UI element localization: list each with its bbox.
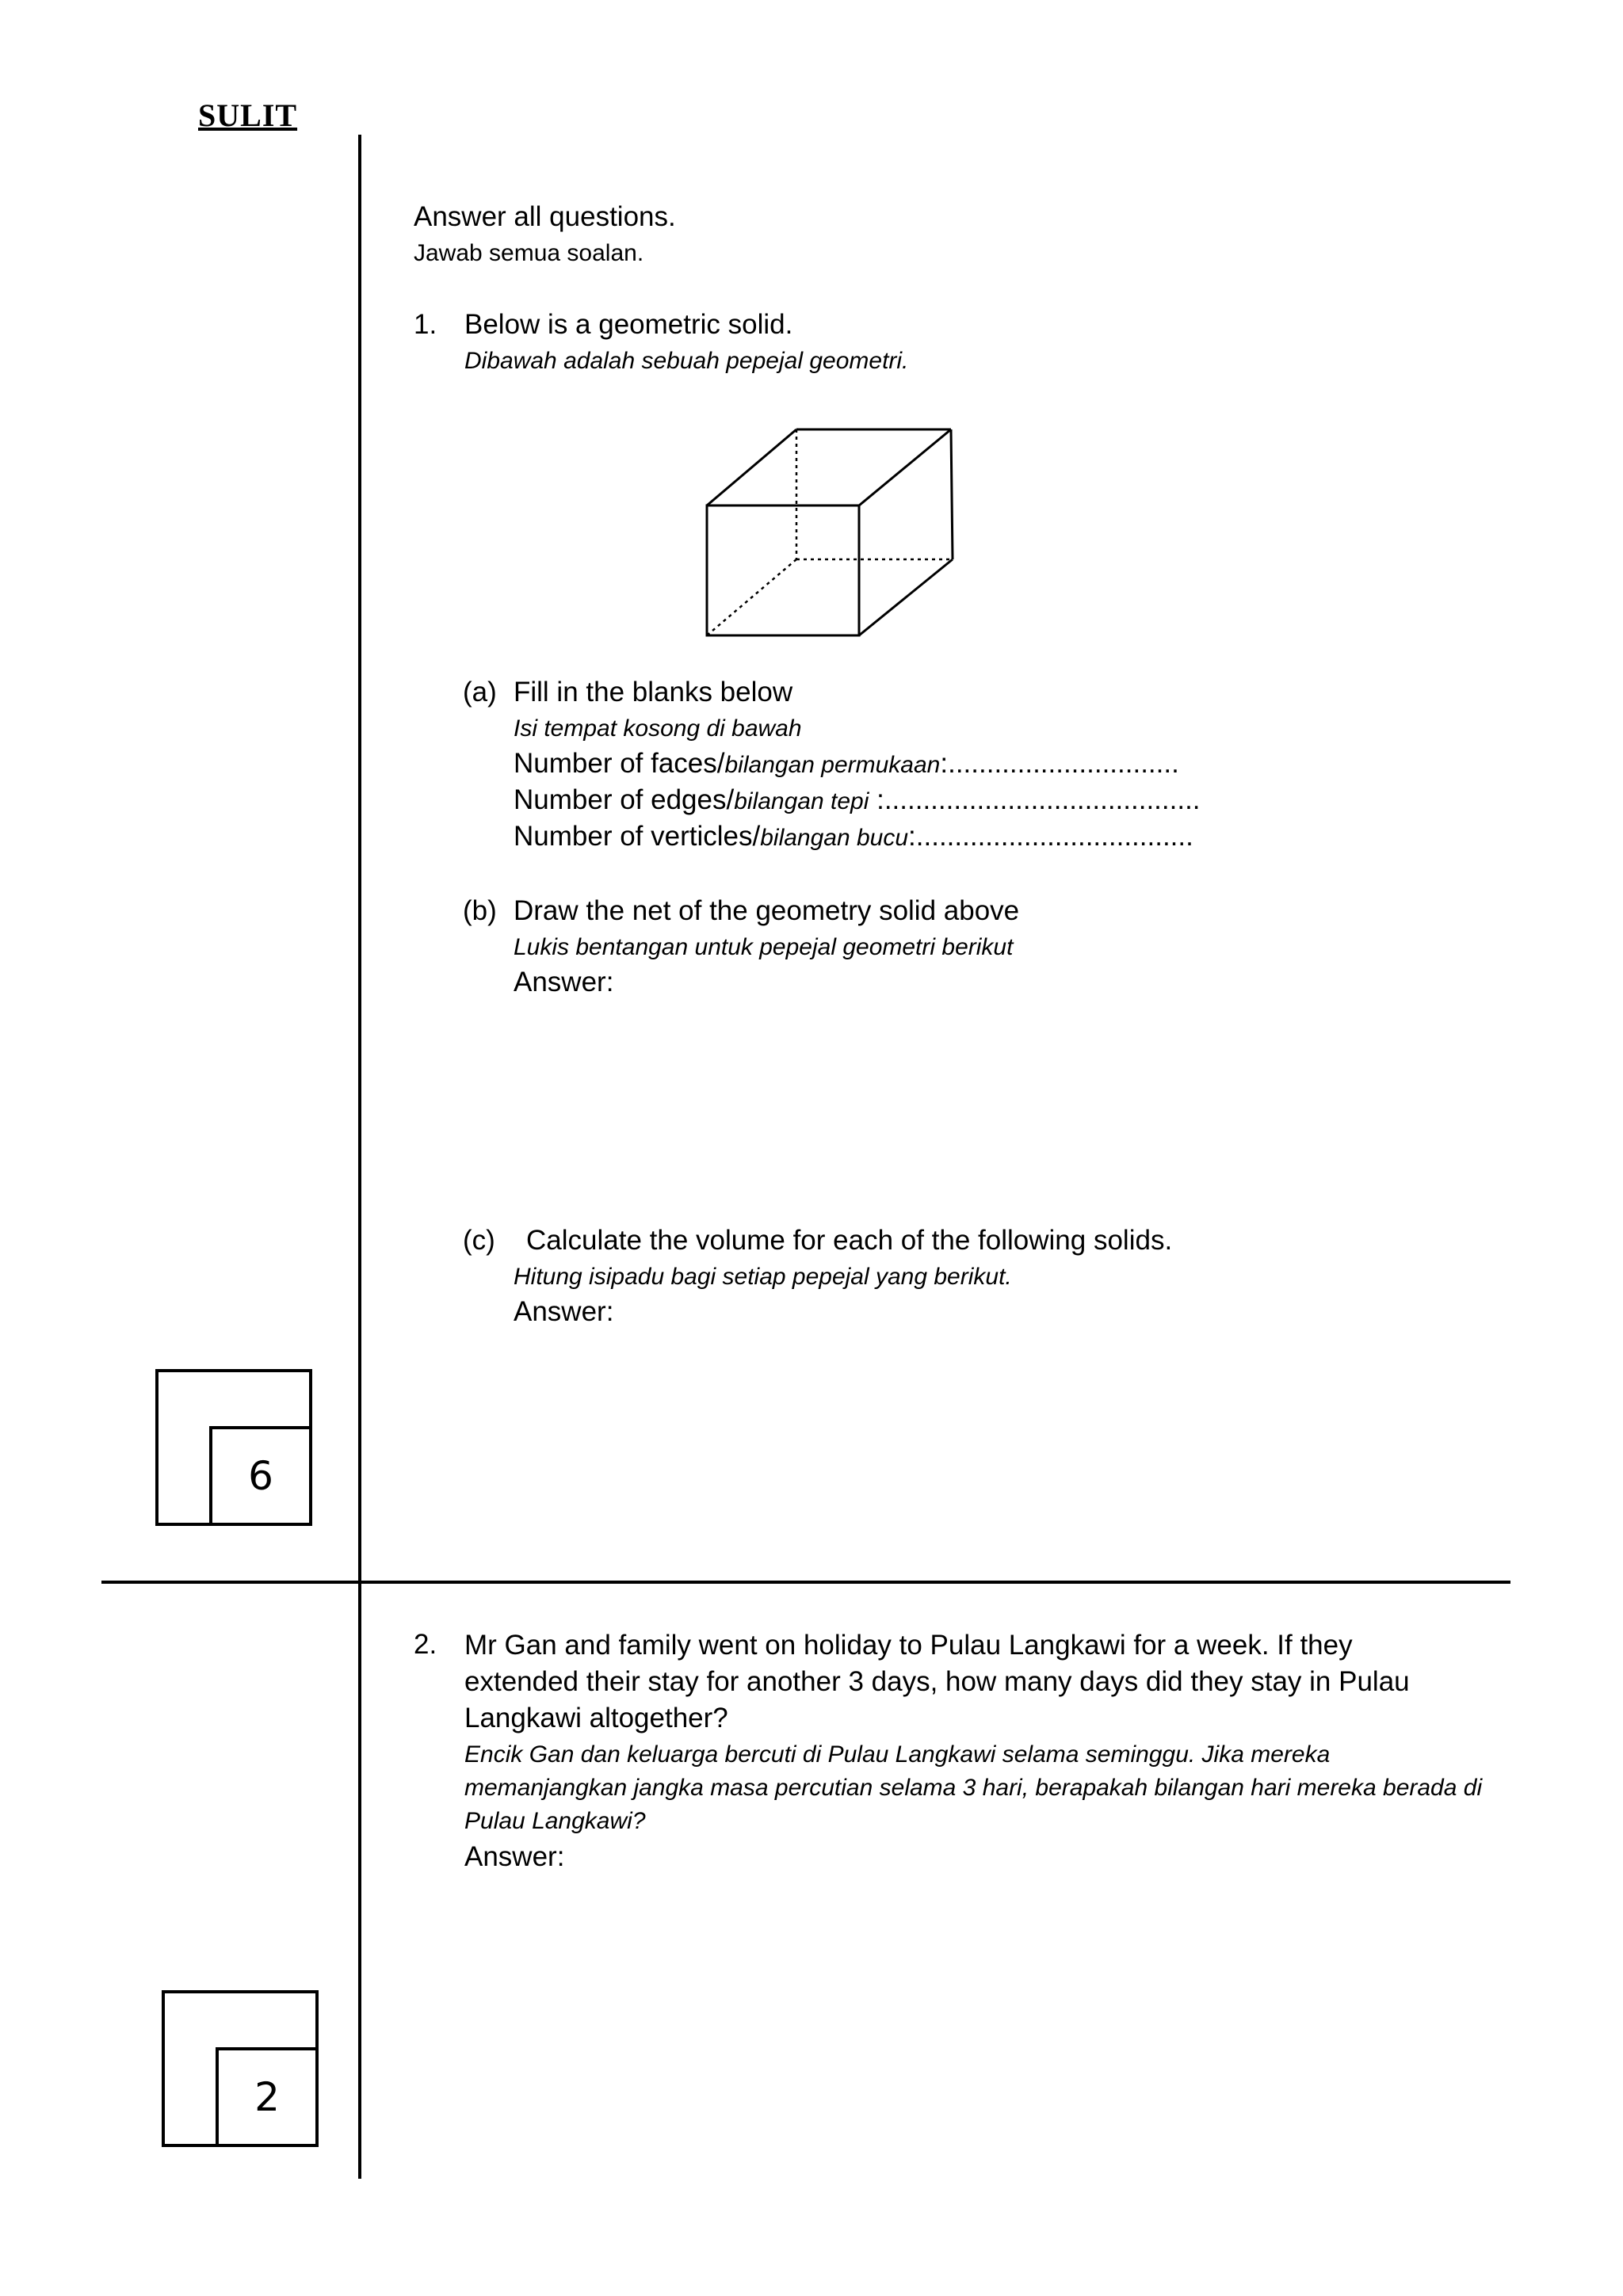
edges-label: Number of edges/ — [514, 784, 735, 815]
q2-marks-value: 2 — [216, 2047, 319, 2147]
vertices-label: Number of verticles/ — [514, 821, 761, 852]
q1b-label: (b) — [463, 895, 497, 926]
q1c-text-english: Calculate the volume for each of the following solids. — [526, 1225, 1173, 1256]
q1b-text-malay: Lukis bentangan untuk pepejal geometri berikut — [514, 934, 1014, 960]
q1b-answer-label: Answer: — [514, 967, 614, 997]
question-horizontal-divider — [101, 1581, 1510, 1584]
q1-marks-box — [155, 1369, 312, 1526]
q1a-edges-line — [514, 783, 1201, 819]
q1-number: 1. — [414, 309, 437, 340]
q1c-text-malay: Hitung isipadu bagi setiap pepejal yang berikut. — [514, 1264, 1012, 1290]
q2-number: 2. — [414, 1629, 437, 1660]
q2-text-malay: Encik Gan dan keluarga bercuti di Pulau Langkawi selama seminggu. Jika mereka memanjangkan jangka masa percutian selama 3 hari, berapakah bilangan hari mereka berada di Pulau Langkawi? — [464, 1741, 1483, 1834]
q1b-text-english: Draw the net of the geometry solid above — [514, 895, 1020, 926]
q1a-text-english: Fill in the blanks below — [514, 677, 793, 707]
cube-hidden-edge — [707, 559, 796, 635]
q1a-vertices-line — [514, 819, 1193, 856]
instruction-english: Answer all questions. — [414, 201, 676, 232]
q2-answer-label: Answer: — [464, 1841, 565, 1872]
edges-label-malay: bilangan tepi — [734, 788, 869, 814]
faces-label: Number of faces/ — [514, 748, 725, 779]
edges-blank: :......................................... — [869, 784, 1201, 815]
q1-text-malay: Dibawah adalah sebuah pepejal geometri. — [464, 348, 909, 374]
cube-edge — [951, 429, 953, 559]
cube-edge — [707, 429, 796, 505]
q1a-label: (a) — [463, 677, 497, 707]
margin-vertical-divider — [358, 135, 361, 2179]
q2-text-english: Mr Gan and family went on holiday to Pulau Langkawi for a week. If they extended their stay for another 3 days, how many days did they stay in Pulau Langkawi altogether? — [464, 1630, 1410, 1733]
q1a-text-malay: Isi tempat kosong di bawah — [514, 715, 802, 742]
q2-marks-box — [162, 1990, 319, 2147]
page-header-sulit: SULIT — [198, 97, 298, 133]
instruction-malay: Jawab semua soalan. — [414, 240, 644, 266]
cube-edge — [859, 429, 951, 505]
q1-text-english: Below is a geometric solid. — [464, 309, 793, 340]
q1a-faces-line — [514, 746, 1179, 783]
q1c-label: (c) — [463, 1225, 495, 1256]
faces-blank: :.............................. — [940, 748, 1179, 779]
q1-marks-value: 6 — [209, 1426, 312, 1526]
vertices-blank: :.................................... — [908, 821, 1193, 852]
vertices-label-malay: bilangan bucu — [760, 825, 909, 851]
q1c-answer-label: Answer: — [514, 1296, 614, 1327]
faces-label-malay: bilangan permukaan — [724, 752, 941, 778]
cube-figure — [697, 420, 967, 642]
cube-edge — [859, 559, 953, 635]
